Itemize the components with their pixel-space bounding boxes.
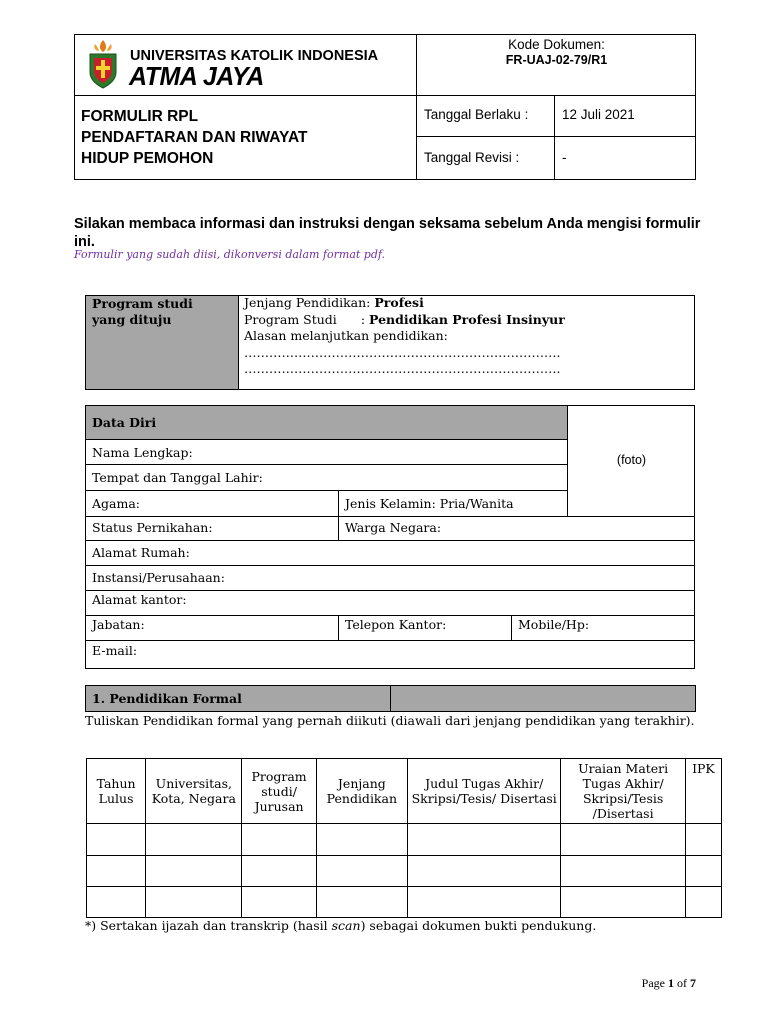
program-section bbox=[85, 295, 695, 390]
education-table bbox=[86, 758, 722, 918]
table-cell[interactable] bbox=[87, 887, 146, 918]
marital-status-field[interactable]: Status Pernikahan: bbox=[92, 520, 213, 535]
table-header-row bbox=[87, 759, 722, 824]
university-name: UNIVERSITAS KATOLIK INDONESIA bbox=[130, 48, 379, 64]
table-cell[interactable] bbox=[685, 856, 721, 887]
citizenship-field[interactable]: Warga Negara: bbox=[345, 520, 442, 535]
table-cell[interactable] bbox=[685, 824, 721, 856]
email-field[interactable]: E-mail: bbox=[92, 643, 138, 658]
education-section-title: 1. Pendidikan Formal bbox=[92, 691, 242, 706]
reason-dots[interactable]: …………………………………………………………………. bbox=[244, 344, 561, 360]
study-program-label: Program Studi bbox=[244, 311, 337, 327]
footnote-text: ) sebagai dokumen bukti pendukung. bbox=[360, 918, 597, 933]
effective-date-label: Tanggal Berlaku : bbox=[424, 107, 529, 122]
education-instruction: Tuliskan Pendidikan formal yang pernah diikuti (diawali dari jenjang pendidikan yang terakhir). bbox=[85, 713, 695, 728]
education-level bbox=[244, 295, 684, 312]
pdf-note: Formulir yang sudah diisi, dikonversi dalam format pdf. bbox=[74, 248, 386, 261]
revision-date-label: Tanggal Revisi : bbox=[424, 150, 520, 165]
form-title-line: FORMULIR RPL bbox=[81, 108, 199, 125]
office-address-field[interactable]: Alamat kantor: bbox=[92, 592, 187, 607]
column-header: Universitas, Kota, Negara bbox=[146, 759, 242, 824]
column-header: Jenjang Pendidikan bbox=[316, 759, 407, 824]
column-header: Uraian Materi Tugas Akhir/ Skripsi/Tesis /Disertasi bbox=[561, 759, 685, 824]
column-header: Program studi/ Jurusan bbox=[242, 759, 316, 824]
column-header: IPK bbox=[685, 759, 721, 824]
study-program-sep: : bbox=[360, 311, 369, 327]
photo-placeholder: (foto) bbox=[616, 453, 647, 467]
table-cell[interactable] bbox=[685, 887, 721, 918]
religion-field[interactable]: Agama: bbox=[92, 496, 140, 511]
table-cell[interactable] bbox=[242, 824, 316, 856]
revision-date-value: - bbox=[562, 150, 567, 165]
column-header: Tahun Lulus bbox=[87, 759, 146, 824]
doc-code: FR-UAJ-02-79/R1 bbox=[505, 53, 608, 67]
table-cell[interactable] bbox=[561, 856, 685, 887]
institution-field[interactable]: Instansi/Perusahaan: bbox=[92, 570, 225, 585]
column-header: Judul Tugas Akhir/ Skripsi/Tesis/ Disertasi bbox=[407, 759, 560, 824]
table-cell[interactable] bbox=[242, 856, 316, 887]
study-program-value: Pendidikan Profesi Insinyur bbox=[369, 311, 565, 327]
table-row bbox=[87, 856, 722, 887]
home-address-field[interactable]: Alamat Rumah: bbox=[92, 545, 190, 560]
gender-field[interactable]: Jenis Kelamin: Pria/Wanita bbox=[345, 496, 514, 511]
office-phone-field[interactable]: Telepon Kantor: bbox=[345, 617, 447, 632]
footnote-emphasis: scan bbox=[331, 918, 361, 933]
page-total: 7 bbox=[690, 976, 696, 990]
brand-wordmark: ATMA JAYA bbox=[129, 62, 264, 92]
table-cell[interactable] bbox=[316, 824, 407, 856]
table-cell[interactable] bbox=[407, 887, 560, 918]
table-cell[interactable] bbox=[146, 887, 242, 918]
form-title-line: PENDAFTARAN DAN RIWAYAT bbox=[81, 129, 308, 146]
instruction-text: Silakan membaca informasi dan instruksi dengan seksama sebelum Anda mengisi formulir ini. bbox=[74, 216, 701, 250]
table-cell[interactable] bbox=[146, 824, 242, 856]
study-program bbox=[244, 312, 684, 329]
table-cell[interactable] bbox=[316, 856, 407, 887]
university-logo bbox=[86, 38, 120, 90]
table-cell[interactable] bbox=[146, 856, 242, 887]
doc-code-label: Kode Dokumen: bbox=[508, 37, 605, 52]
table-row bbox=[87, 887, 722, 918]
education-section-header bbox=[85, 685, 696, 712]
reason-dots[interactable]: …………………………………………………………………. bbox=[244, 361, 561, 376]
program-details bbox=[244, 295, 684, 378]
effective-date-value: 12 Juli 2021 bbox=[562, 107, 635, 122]
reason-label: Alasan melanjutkan pendidikan: bbox=[244, 328, 448, 343]
page-current: 1 bbox=[668, 976, 674, 990]
personal-data-section bbox=[85, 405, 695, 669]
position-field[interactable]: Jabatan: bbox=[92, 617, 145, 632]
personal-data-header: Data Diri bbox=[92, 415, 157, 430]
full-name-field[interactable]: Nama Lengkap: bbox=[92, 445, 193, 460]
education-level-value: Profesi bbox=[374, 295, 424, 310]
document-header bbox=[74, 34, 696, 180]
program-label: Program studi yang dituju bbox=[92, 296, 193, 327]
table-cell[interactable] bbox=[561, 887, 685, 918]
mobile-field[interactable]: Mobile/Hp: bbox=[518, 617, 590, 632]
page-of-word: of bbox=[674, 976, 690, 990]
education-level-label: Jenjang Pendidikan: bbox=[244, 295, 375, 310]
table-cell[interactable] bbox=[407, 856, 560, 887]
table-row bbox=[87, 824, 722, 856]
table-cell[interactable] bbox=[87, 856, 146, 887]
form-title bbox=[81, 106, 307, 169]
page-word: Page bbox=[641, 976, 668, 990]
table-cell[interactable] bbox=[561, 824, 685, 856]
form-title-line: HIDUP PEMOHON bbox=[81, 150, 214, 167]
birth-field[interactable]: Tempat dan Tanggal Lahir: bbox=[92, 470, 263, 485]
table-cell[interactable] bbox=[316, 887, 407, 918]
table-cell[interactable] bbox=[407, 824, 560, 856]
table-cell[interactable] bbox=[87, 824, 146, 856]
table-cell[interactable] bbox=[242, 887, 316, 918]
education-footnote bbox=[85, 918, 596, 933]
footnote-text: *) Sertakan ijazah dan transkrip (hasil bbox=[85, 918, 332, 933]
page-number bbox=[600, 976, 696, 991]
